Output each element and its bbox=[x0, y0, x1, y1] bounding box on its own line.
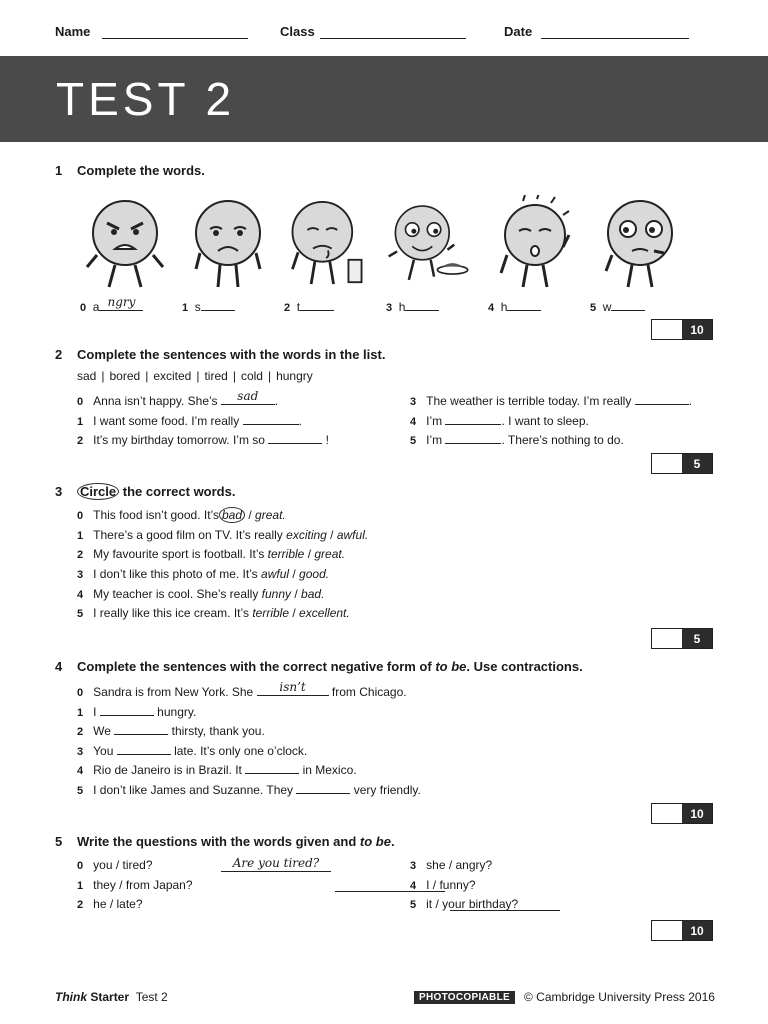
date-field[interactable] bbox=[541, 38, 689, 39]
ex3-option-0b[interactable]: great. bbox=[255, 508, 286, 522]
ex3-option-1a[interactable]: exciting bbox=[286, 528, 327, 542]
ex3-option-5a[interactable]: terrible bbox=[252, 606, 289, 620]
exercise-4-number: 4 bbox=[55, 659, 63, 674]
ex1-item-3: 3 h bbox=[386, 298, 439, 314]
ex4-answer-2[interactable] bbox=[114, 722, 168, 735]
ex3-item-0: 0 This food isn’t good. It’s bad / great. bbox=[77, 508, 286, 522]
photocopiable-badge: PHOTOCOPIABLE bbox=[414, 991, 515, 1004]
ex2-sentence-5: 5 I’m . There’s nothing to do. bbox=[410, 433, 624, 447]
ex2-answer-3[interactable] bbox=[635, 392, 689, 405]
ex3-item-1: 1 There’s a good film on TV. It’s really exciting / awful. bbox=[77, 528, 369, 542]
ex4-item-5: 5 I don’t like James and Suzanne. They very friendly. bbox=[77, 783, 421, 797]
class-field[interactable] bbox=[320, 38, 466, 39]
ex4-answer-3[interactable] bbox=[117, 742, 171, 755]
ex4-item-0: 0 Sandra is from New York. She isn’t from Chicago. bbox=[77, 680, 407, 699]
footer-book-title: Think Starter Test 2 bbox=[55, 990, 168, 1004]
ex1-score-input[interactable] bbox=[652, 320, 682, 339]
ex1-answer-3[interactable] bbox=[405, 298, 439, 311]
ex3-score-input[interactable] bbox=[652, 629, 682, 648]
ex4-score-box bbox=[651, 803, 713, 824]
ex2-score-input[interactable] bbox=[652, 454, 682, 473]
ex1-item-4: 4 h bbox=[488, 298, 541, 314]
exercise-2-number: 2 bbox=[55, 347, 63, 362]
ex2-sentence-2: 2 It’s my birthday tomorrow. I’m so ! bbox=[77, 433, 329, 447]
ex5-score-total: 10 bbox=[682, 921, 712, 940]
ex4-item-1: 1 I hungry. bbox=[77, 705, 197, 719]
ex5-item-1: 1 they / from Japan? bbox=[77, 878, 193, 892]
ex2-score-box bbox=[651, 453, 713, 474]
ex4-item-2: 2 We thirsty, thank you. bbox=[77, 724, 265, 738]
copyright-notice: © Cambridge University Press 2016 bbox=[524, 990, 715, 1004]
ex3-score-box bbox=[651, 628, 713, 649]
ex2-answer-5[interactable] bbox=[445, 431, 501, 444]
ex5-item-0: 0 you / tired? bbox=[77, 858, 153, 872]
ex5-item-4: 4 I / funny? bbox=[410, 878, 476, 892]
ex4-answer-4[interactable] bbox=[245, 761, 299, 774]
name-field[interactable] bbox=[102, 38, 248, 39]
ex2-answer-4[interactable] bbox=[445, 412, 501, 425]
ex1-score-total: 10 bbox=[682, 320, 712, 339]
ex2-answer-0[interactable]: sad bbox=[221, 392, 275, 405]
hot-face-illustration bbox=[493, 195, 577, 291]
ex3-score-total: 5 bbox=[682, 629, 712, 648]
ex3-option-2b[interactable]: great. bbox=[314, 547, 346, 561]
ex2-sentence-0: 0 Anna isn’t happy. She’s sad . bbox=[77, 389, 279, 408]
ex1-item-5: 5 w bbox=[590, 298, 645, 314]
ex1-score-box bbox=[651, 319, 713, 340]
ex2-answer-2[interactable] bbox=[268, 431, 322, 444]
ex2-sentence-4: 4 I’m . I want to sleep. bbox=[410, 414, 589, 428]
name-label: Name bbox=[55, 24, 91, 39]
ex4-item-3: 3 You late. It’s only one o’clock. bbox=[77, 744, 308, 758]
ex4-answer-5[interactable] bbox=[296, 781, 350, 794]
ex3-option-5b[interactable]: excellent. bbox=[299, 606, 350, 620]
ex5-item-2: 2 he / late? bbox=[77, 897, 143, 911]
ex2-sentence-3: 3 The weather is terrible today. I’m really . bbox=[410, 394, 693, 408]
angry-face-illustration bbox=[83, 195, 167, 291]
ex1-answer-4[interactable] bbox=[507, 298, 541, 311]
ex3-item-5: 5 I really like this ice cream. It’s terrible / excellent. bbox=[77, 606, 350, 620]
ex2-sentence-1: 1 I want some food. I’m really . bbox=[77, 414, 302, 428]
ex3-option-3b[interactable]: good. bbox=[299, 567, 330, 581]
sad-face-illustration bbox=[186, 195, 270, 291]
ex1-answer-0[interactable]: ngry bbox=[99, 298, 143, 311]
ex1-answer-2[interactable] bbox=[300, 298, 334, 311]
ex3-item-4: 4 My teacher is cool. She’s really funny / bad. bbox=[77, 587, 325, 601]
ex5-score-box bbox=[651, 920, 713, 941]
exercise-5-number: 5 bbox=[55, 834, 63, 849]
exercise-3-instruction: Circle the correct words. bbox=[77, 484, 235, 499]
page-title: TEST 2 bbox=[56, 73, 236, 125]
ex1-answer-5[interactable] bbox=[611, 298, 645, 311]
ex2-answer-1[interactable] bbox=[243, 412, 299, 425]
exercise-2-instruction: Complete the sentences with the words in the list. bbox=[77, 347, 386, 362]
ex3-item-2: 2 My favourite sport is football. It’s terrible / great. bbox=[77, 547, 346, 561]
ex2-score-total: 5 bbox=[682, 454, 712, 473]
thirsty-face-illustration bbox=[285, 195, 369, 291]
ex4-answer-0[interactable]: isn’t bbox=[257, 683, 329, 696]
exercise-1-number: 1 bbox=[55, 163, 63, 178]
ex1-item-1: 1 s bbox=[182, 298, 235, 314]
worried-face-illustration bbox=[598, 195, 682, 291]
exercise-4-instruction: Complete the sentences with the correct negative form of to be. Use contractions. bbox=[77, 659, 583, 674]
exercise-5-instruction: Write the questions with the words given and to be. bbox=[77, 834, 395, 849]
ex1-item-0: 0 a ngry bbox=[80, 298, 143, 314]
ex1-item-2: 2 t bbox=[284, 298, 334, 314]
ex3-option-0a[interactable]: bad bbox=[219, 507, 245, 523]
ex4-item-4: 4 Rio de Janeiro is in Brazil. It in Mexico. bbox=[77, 763, 357, 777]
ex4-score-input[interactable] bbox=[652, 804, 682, 823]
exercise-3-number: 3 bbox=[55, 484, 63, 499]
ex3-option-4b[interactable]: bad. bbox=[301, 587, 325, 601]
ex3-option-3a[interactable]: awful bbox=[261, 567, 290, 581]
ex4-score-total: 10 bbox=[682, 804, 712, 823]
ex1-answer-1[interactable] bbox=[201, 298, 235, 311]
ex4-answer-1[interactable] bbox=[100, 703, 154, 716]
ex3-option-2a[interactable]: terrible bbox=[267, 547, 305, 561]
exercise-1-instruction: Complete the words. bbox=[77, 163, 205, 178]
hungry-face-illustration bbox=[387, 195, 471, 291]
class-label: Class bbox=[280, 24, 315, 39]
ex3-option-4a[interactable]: funny bbox=[261, 587, 292, 601]
date-label: Date bbox=[504, 24, 533, 39]
ex2-word-list: sad | bored | excited | tired | cold | hungry bbox=[77, 369, 313, 383]
ex5-answer-0[interactable]: Are you tired? bbox=[221, 859, 331, 872]
ex3-option-1b[interactable]: awful. bbox=[336, 528, 369, 542]
ex3-item-3: 3 I don’t like this photo of me. It’s awful / good. bbox=[77, 567, 330, 581]
ex5-item-5: 5 it / your birthday? bbox=[410, 897, 519, 911]
ex5-item-3: 3 she / angry? bbox=[410, 858, 493, 872]
ex5-score-input[interactable] bbox=[652, 921, 682, 940]
